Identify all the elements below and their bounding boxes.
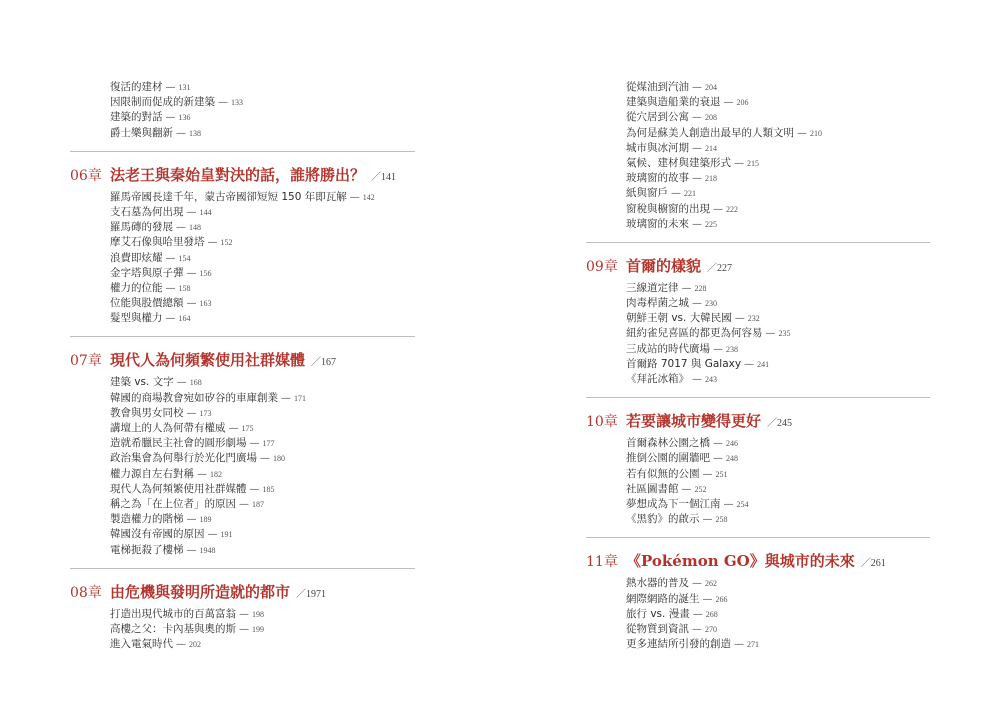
entry-title: 玻璃窗的故事	[626, 172, 689, 185]
entry-dash: —	[692, 578, 702, 590]
entry-page-number: 189	[199, 515, 212, 525]
toc-entry	[586, 372, 930, 387]
chapter-number: 06章	[70, 167, 102, 184]
toc-entry	[586, 607, 930, 622]
chapter-heading	[70, 349, 415, 371]
toc-entry	[586, 357, 930, 372]
toc-entry	[586, 186, 930, 201]
entry-dash: —	[176, 377, 187, 389]
entry-title: 位能與股價總額	[110, 297, 184, 310]
entry-page-number: 268	[705, 609, 718, 619]
chapter-title: 《Pokémon GO》與城市的未來	[626, 552, 855, 571]
entry-title: 玻璃窗的未來	[626, 217, 689, 230]
entry-dash: —	[797, 127, 807, 139]
toc-entry	[586, 497, 930, 512]
toc-entry	[586, 311, 930, 326]
toc-entry	[586, 592, 930, 607]
chapter-number: 11章	[586, 554, 618, 571]
entry-page-number: 243	[705, 375, 717, 384]
toc-entry	[586, 202, 930, 217]
toc-entry	[586, 342, 930, 357]
entry-title: 《拜託冰箱》	[626, 373, 689, 385]
chapter-page-number: ／245	[767, 418, 793, 430]
toc-entry	[70, 311, 415, 326]
entry-dash: —	[734, 639, 744, 651]
entry-page-number: 136	[178, 113, 191, 123]
entry-title: 推倒公園的圍牆吧	[626, 452, 710, 465]
entry-title: 講壇上的人為何帶有權威	[110, 422, 226, 434]
toc-entry	[586, 281, 930, 296]
chapter-page-number: ／167	[311, 357, 337, 369]
toc-entry	[70, 512, 415, 527]
toc-entry	[70, 126, 415, 141]
entry-page-number: 173	[199, 408, 212, 418]
entry-dash: —	[692, 112, 702, 124]
toc-entry	[70, 622, 415, 637]
chapter-number: 07章	[70, 353, 102, 370]
toc-entry	[586, 171, 930, 186]
entry-dash: —	[744, 358, 755, 370]
entry-dash: —	[239, 623, 249, 635]
entry-title: 從物質到資訊	[626, 622, 689, 635]
entry-page-number: 248	[726, 454, 738, 464]
entry-title: 政治集會為何舉行於光化門廣場	[110, 452, 257, 465]
entry-page-number: 177	[262, 439, 275, 449]
entry-dash: —	[681, 282, 692, 294]
chapter-title: 現代人為何頻繁使用社群媒體	[110, 351, 306, 370]
entry-title: 從煤油到汽油	[626, 81, 689, 93]
entry-page-number: 158	[178, 283, 191, 293]
chapter-page-number: ／261	[860, 558, 886, 570]
entry-dash: —	[349, 191, 360, 203]
entry-title: 韓國沒有帝國的原因	[110, 528, 205, 541]
entry-dash: —	[165, 82, 176, 93]
entry-title: 權力的位能	[110, 281, 163, 294]
entry-dash: —	[692, 218, 702, 230]
toc-entry	[586, 217, 930, 232]
entry-page-number: 182	[210, 469, 222, 479]
toc-entry	[70, 421, 415, 436]
toc-entry	[586, 637, 930, 652]
entry-title: 若有似無的公園	[626, 467, 700, 480]
toc-entry	[70, 80, 415, 95]
entry-dash: —	[692, 142, 702, 154]
entry-page-number: 208	[705, 113, 717, 123]
entry-page-number: 138	[189, 128, 201, 138]
toc-entry	[586, 80, 930, 95]
entry-page-number: 202	[189, 640, 201, 650]
chapter-divider	[70, 151, 415, 152]
toc-entry	[586, 482, 930, 497]
entry-dash: —	[734, 157, 744, 169]
entry-dash: —	[702, 514, 713, 526]
chapter-heading	[586, 410, 930, 432]
entry-page-number: 204	[705, 83, 717, 92]
entry-title: 因限制而促成的新建築	[110, 96, 215, 109]
entry-title: 肉毒桿菌之城	[626, 297, 689, 310]
entry-title: 金字塔與原子彈	[110, 266, 184, 279]
entry-dash: —	[692, 623, 702, 635]
toc-entry	[586, 126, 930, 141]
entry-title: 電梯扼殺了樓梯	[110, 543, 184, 556]
entry-dash: —	[239, 608, 249, 620]
entry-page-number: 156	[199, 268, 212, 278]
toc-entry	[586, 156, 930, 171]
toc-entry	[586, 141, 930, 156]
entry-title: 稱之為「在上位者」的原因	[110, 497, 236, 510]
entry-page-number: 152	[220, 238, 233, 248]
chapter-title: 由危機與發明所造就的都市	[110, 582, 291, 601]
entry-page-number: 270	[705, 624, 717, 634]
entry-dash: —	[207, 237, 218, 249]
entry-dash: —	[165, 252, 176, 264]
entry-title: 三線道定律	[626, 281, 679, 294]
entry-dash: —	[765, 328, 776, 340]
toc-entry	[70, 497, 415, 512]
entry-dash: —	[165, 282, 176, 294]
entry-title: 建築的對話	[110, 111, 163, 124]
chapter-number: 08章	[70, 584, 102, 601]
entry-title: 打造出現代城市的百萬富翁	[110, 607, 236, 620]
chapter-heading	[70, 164, 415, 186]
entry-title: 羅馬帝國長達千年，蒙古帝國卻短短 150 年即瓦解	[110, 190, 347, 203]
entry-title: 朝鮮王朝 vs. 大韓民國	[626, 312, 732, 325]
entry-page-number: 154	[178, 253, 191, 263]
entry-page-number: 230	[705, 299, 717, 309]
toc-entry	[70, 220, 415, 235]
entry-page-number: 185	[262, 484, 275, 494]
entry-dash: —	[165, 112, 176, 124]
entry-page-number: 142	[362, 192, 375, 202]
entry-title: 羅馬磚的發展	[110, 221, 173, 234]
entry-page-number: 238	[726, 344, 738, 354]
entry-dash: —	[197, 468, 207, 480]
entry-dash: —	[207, 529, 218, 541]
entry-page-number: 175	[241, 424, 254, 433]
chapter-heading	[586, 255, 930, 277]
entry-dash: —	[165, 313, 176, 325]
toc-entry	[586, 451, 930, 466]
entry-title: 髮型與權力	[110, 312, 163, 325]
toc-entry	[70, 451, 415, 466]
toc-entry	[70, 296, 415, 311]
entry-dash: —	[692, 608, 703, 620]
entry-dash: —	[186, 407, 197, 419]
chapter-page-number: ／141	[371, 171, 397, 183]
entry-title: 造就希臘民主社會的圓形劇場	[110, 437, 247, 450]
entry-dash: —	[186, 544, 197, 556]
entry-title: 《黑豹》的啟示	[626, 513, 700, 526]
chapter-divider	[70, 336, 415, 337]
entry-dash: —	[260, 453, 270, 465]
entry-title: 首爾森林公園之橋	[626, 437, 710, 450]
entry-title: 支石墓為何出現	[110, 205, 184, 218]
entry-dash: —	[186, 267, 197, 279]
entry-page-number: 210	[810, 128, 822, 138]
entry-dash: —	[249, 483, 260, 495]
toc-entry	[70, 391, 415, 406]
entry-page-number: 252	[694, 484, 707, 494]
entry-title: 高樓之父：卡內基與奧的斯	[110, 622, 236, 635]
toc-entry	[70, 95, 415, 110]
chapter-page-number: ／227	[707, 262, 733, 274]
entry-page-number: 225	[705, 219, 717, 229]
entry-page-number: 228	[694, 283, 707, 293]
entry-page-number: 246	[726, 439, 738, 449]
entry-dash: —	[176, 222, 186, 234]
entry-page-number: 133	[231, 98, 243, 108]
entry-dash: —	[176, 127, 186, 139]
toc-entry	[70, 266, 415, 281]
toc-entry	[70, 281, 415, 296]
entry-title: 紙與窗戶	[626, 187, 668, 200]
entry-title: 紐約雀兒喜區的都更為何容易	[626, 327, 763, 340]
entry-dash: —	[681, 483, 692, 495]
chapter-divider	[70, 568, 415, 569]
entry-dash: —	[692, 374, 702, 385]
entry-title: 現代人為何頻繁使用社群媒體	[110, 482, 247, 495]
entry-title: 三成站的時代廣場	[626, 342, 710, 355]
entry-dash: —	[176, 639, 186, 651]
entry-title: 更多連結所引發的創造	[626, 638, 731, 651]
entry-title: 進入電氣時代	[110, 638, 173, 651]
entry-page-number: 164	[178, 314, 191, 324]
entry-page-number: 258	[715, 515, 728, 525]
entry-page-number: 148	[189, 223, 201, 233]
toc-entry	[70, 482, 415, 497]
entry-page-number: 198	[252, 609, 264, 619]
toc-entry	[586, 326, 930, 341]
entry-title: 首爾路 7017 與 Galaxy	[626, 357, 742, 370]
entry-title: 夢想成為下一個江南	[626, 497, 721, 510]
entry-title: 熱水器的普及	[626, 577, 689, 590]
entry-dash: —	[186, 206, 197, 218]
toc-entry	[70, 190, 415, 205]
entry-page-number: 218	[705, 174, 717, 184]
toc-entry	[586, 576, 930, 591]
entry-dash: —	[723, 498, 734, 510]
toc-entry	[70, 527, 415, 542]
entry-dash: —	[692, 173, 702, 185]
entry-page-number: 168	[189, 378, 202, 388]
chapter-title: 首爾的樣貌	[626, 256, 702, 275]
entry-page-number: 131	[178, 83, 191, 92]
entry-page-number: 187	[252, 499, 264, 509]
entry-page-number: 180	[273, 454, 285, 464]
chapter-page-number: ／1971	[296, 588, 327, 600]
chapter-divider	[586, 242, 930, 243]
entry-title: 窗稅與櫥窗的出現	[626, 202, 710, 215]
toc-entry	[70, 607, 415, 622]
entry-title: 浪費即炫耀	[110, 251, 163, 264]
chapter-heading	[586, 550, 930, 572]
entry-title: 城市與冰河期	[626, 141, 689, 154]
entry-title: 網際網路的誕生	[626, 592, 700, 605]
entry-title: 為何是蘇美人創造出最早的人類文明	[626, 126, 794, 139]
toc-entry	[586, 296, 930, 311]
toc-left-column	[70, 80, 415, 652]
toc-entry	[70, 205, 415, 220]
toc-entry	[70, 251, 415, 266]
toc-entry	[70, 637, 415, 652]
entry-page-number: 232	[747, 314, 760, 324]
chapter-divider	[586, 537, 930, 538]
entry-title: 建築 vs. 文字	[110, 376, 174, 389]
toc-entry	[70, 110, 415, 125]
chapter-title: 法老王與秦始皇對決的話，誰將勝出？	[110, 165, 366, 184]
chapter-title: 若要讓城市變得更好	[626, 412, 762, 431]
entry-page-number: 191	[220, 530, 233, 540]
entry-page-number: 215	[747, 158, 759, 168]
entry-dash: —	[218, 97, 228, 109]
entry-title: 爵士樂與翻新	[110, 126, 173, 139]
toc-entry	[70, 235, 415, 250]
entry-title: 建築與造船業的衰退	[626, 96, 721, 109]
entry-title: 社區圖書館	[626, 482, 679, 495]
entry-dash: —	[186, 514, 197, 526]
entry-dash: —	[713, 343, 723, 355]
chapter-number: 09章	[586, 258, 618, 275]
entry-dash: —	[734, 313, 745, 325]
toc-entry	[70, 375, 415, 390]
toc-entry	[586, 110, 930, 125]
entry-page-number: 206	[736, 98, 749, 108]
entry-page-number: 214	[705, 143, 717, 153]
entry-dash: —	[228, 423, 239, 434]
entry-page-number: 222	[726, 204, 738, 214]
toc-entry	[586, 436, 930, 451]
entry-page-number: 199	[252, 624, 264, 634]
entry-dash: —	[249, 438, 260, 450]
entry-page-number: 144	[199, 207, 212, 217]
toc-entry	[586, 467, 930, 482]
entry-page-number: 235	[778, 329, 791, 339]
entry-page-number: 241	[757, 359, 770, 369]
entry-page-number: 266	[715, 594, 728, 604]
entry-dash: —	[702, 468, 713, 480]
entry-dash: —	[723, 97, 734, 109]
entry-page-number: 221	[684, 189, 696, 199]
chapter-number: 10章	[586, 414, 618, 431]
entry-dash: —	[713, 203, 723, 215]
entry-title: 製造權力的階梯	[110, 513, 184, 526]
entry-dash: —	[671, 188, 681, 200]
entry-dash: —	[713, 453, 723, 465]
toc-entry	[586, 95, 930, 110]
entry-dash: —	[692, 82, 702, 93]
entry-title: 摩艾石像與哈里發塔	[110, 236, 205, 249]
entry-page-number: 271	[747, 640, 759, 650]
entry-title: 韓國的商場教會宛如矽谷的車庫創業	[110, 391, 278, 404]
toc-entry	[70, 543, 415, 558]
entry-title: 權力源自左右對稱	[110, 467, 194, 480]
entry-page-number: 171	[294, 393, 306, 403]
entry-dash: —	[239, 498, 249, 510]
toc-entry	[586, 512, 930, 527]
entry-page-number: 262	[705, 579, 717, 589]
entry-page-number: 1948	[199, 545, 216, 555]
toc-entry	[586, 622, 930, 637]
toc-entry	[70, 436, 415, 451]
entry-title: 從穴居到公寓	[626, 111, 689, 124]
entry-dash: —	[702, 593, 713, 605]
entry-page-number: 254	[736, 499, 749, 509]
toc-entry	[70, 406, 415, 421]
chapter-heading	[70, 581, 415, 603]
chapter-divider	[586, 397, 930, 398]
entry-title: 教會與男女同校	[110, 406, 184, 419]
entry-dash: —	[281, 392, 291, 404]
entry-page-number: 251	[715, 469, 728, 479]
entry-title: 氣候、建材與建築形式	[626, 156, 731, 169]
toc-entry	[70, 467, 415, 482]
entry-title: 旅行 vs. 漫畫	[626, 607, 690, 620]
entry-dash: —	[692, 298, 702, 310]
entry-title: 復活的建材	[110, 81, 163, 93]
entry-page-number: 163	[199, 299, 212, 309]
toc-right-column	[586, 80, 930, 652]
entry-dash: —	[713, 438, 723, 450]
entry-dash: —	[186, 298, 197, 310]
